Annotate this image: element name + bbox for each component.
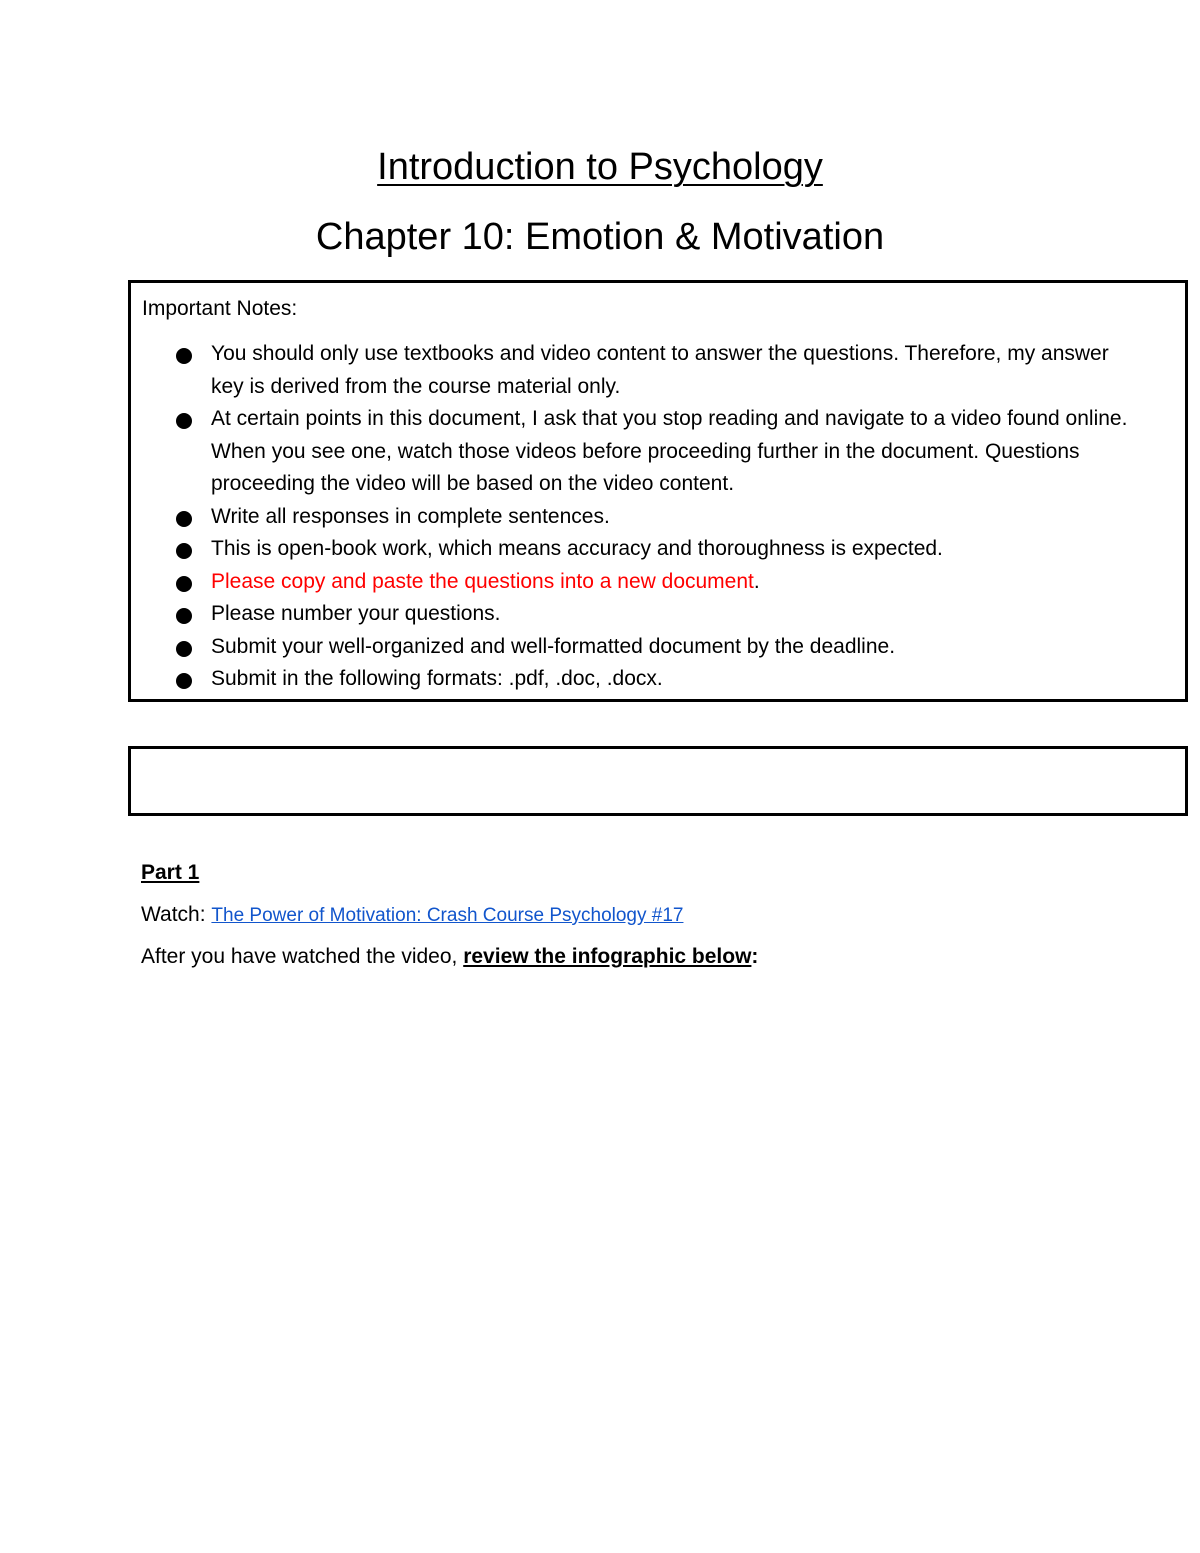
note-text: Submit your well-organized and well-formatted document by the deadline. — [211, 634, 896, 658]
notes-list — [131, 338, 1185, 696]
note-item — [131, 598, 1185, 631]
note-item — [131, 566, 1185, 599]
note-item — [131, 501, 1185, 534]
important-notes-box — [128, 280, 1188, 702]
note-text: Write all responses in complete sentences. — [211, 504, 610, 528]
note-item — [131, 631, 1185, 664]
bullet-icon — [176, 511, 192, 527]
note-text-red: Please copy and paste the questions into a new document — [211, 569, 754, 593]
after-line — [141, 941, 758, 973]
bullet-icon — [176, 673, 192, 689]
after-emphasis: review the infographic below — [463, 945, 752, 968]
bullet-icon — [176, 348, 192, 364]
notes-heading: Important Notes: — [142, 297, 298, 320]
note-item — [131, 533, 1185, 566]
note-item — [131, 403, 1185, 501]
after-text: After you have watched the video, — [141, 945, 464, 968]
bullet-icon — [176, 608, 192, 624]
part-heading: Part 1 — [141, 861, 200, 884]
note-text: You should only use textbooks and video content to answer the questions. Therefore, my answer key is derived from the course material only. — [211, 342, 1109, 398]
video-link[interactable]: The Power of Motivation: Crash Course Psychology #17 — [211, 905, 684, 926]
note-item — [131, 338, 1185, 403]
note-item — [131, 663, 1185, 696]
watch-line — [141, 899, 683, 932]
watch-label: Watch: — [141, 903, 212, 926]
note-text: This is open-book work, which means accuracy and thoroughness is expected. — [211, 537, 943, 560]
note-text-suffix: . — [753, 569, 760, 593]
bullet-icon — [176, 641, 192, 657]
bullet-icon — [176, 413, 192, 429]
after-colon: : — [751, 945, 759, 968]
page-title: Introduction to Psychology — [377, 146, 823, 188]
bullet-icon — [176, 543, 192, 559]
note-text: Submit in the following formats: .pdf, .doc, .docx. — [211, 667, 663, 690]
page-subtitle: Chapter 10: Emotion & Motivation — [315, 216, 885, 258]
note-text: Please number your questions. — [211, 602, 501, 625]
note-text: At certain points in this document, I ask that you stop reading and navigate to a video found online. When you see one, watch those videos before proceeding further in the document. Questions proceeding the video will be based on the video content. — [211, 407, 1128, 495]
empty-box — [128, 746, 1188, 816]
bullet-icon — [176, 576, 192, 592]
